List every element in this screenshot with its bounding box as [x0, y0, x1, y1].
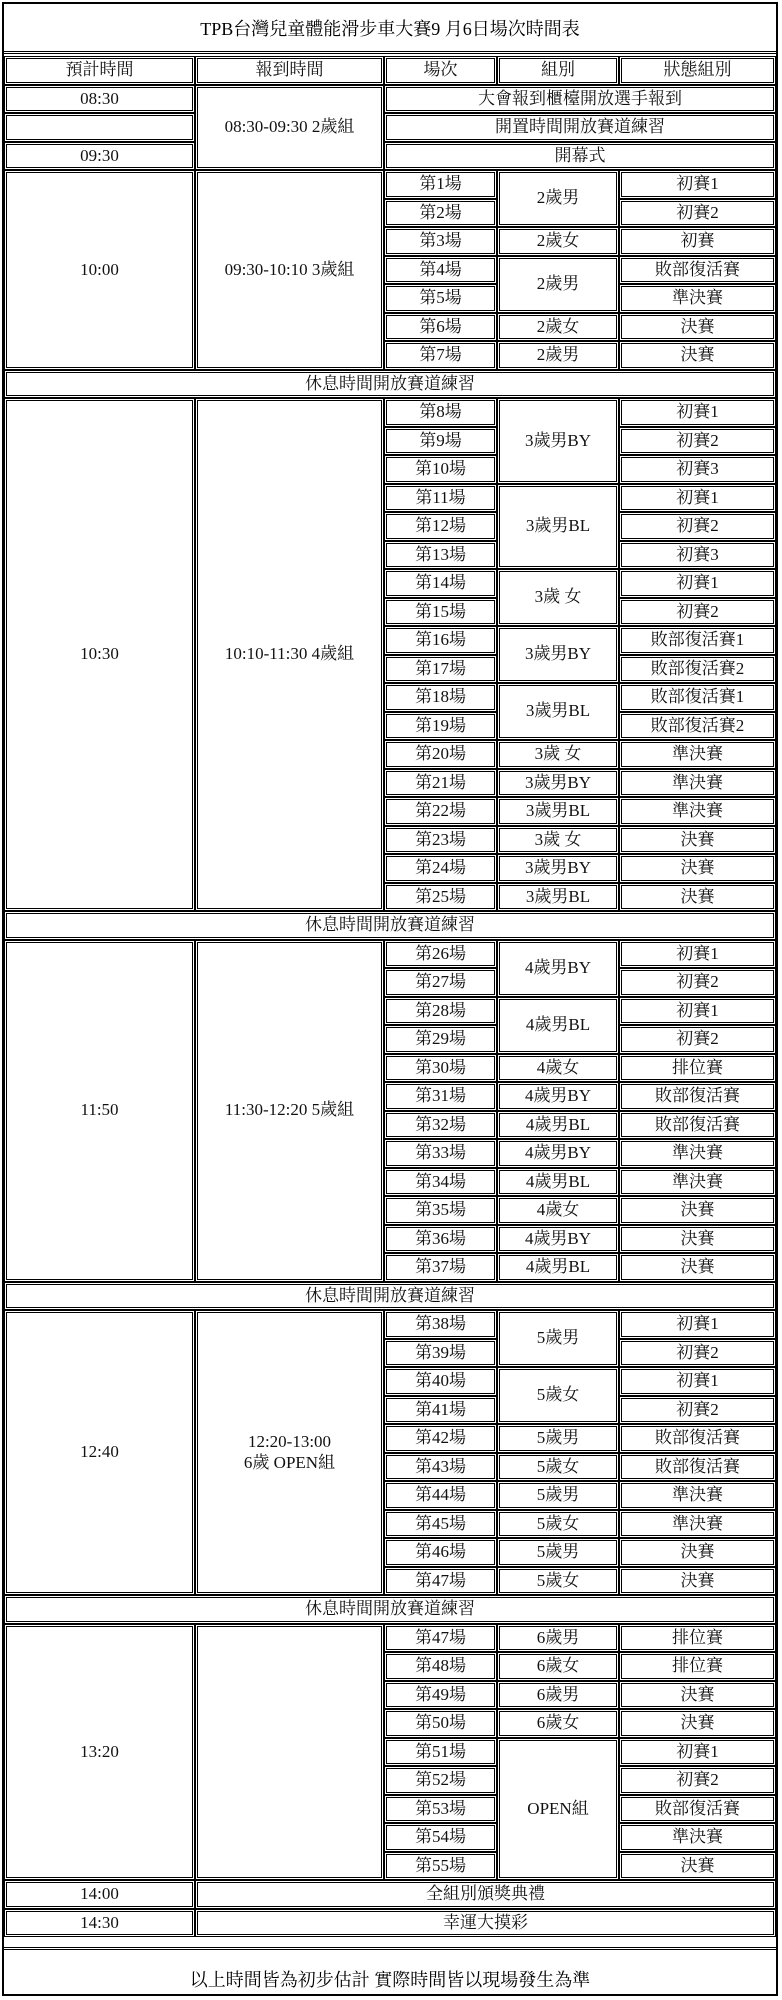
stage-cell: 敗部復活賽 [619, 1111, 776, 1140]
stage-cell: 敗部復活賽1 [619, 626, 776, 655]
stage-cell: 決賽 [619, 1709, 776, 1738]
match-cell: 第5場 [384, 284, 497, 313]
group-cell: 4歲男BY [497, 940, 619, 997]
match-cell: 第37場 [384, 1253, 497, 1282]
est-time-cell: 09:30 [4, 142, 195, 171]
match-cell: 第47場 [384, 1567, 497, 1596]
match-cell: 第39場 [384, 1339, 497, 1368]
match-cell: 第36場 [384, 1225, 497, 1254]
group-cell: 4歲男BY [497, 1082, 619, 1111]
footer-note: 以上時間皆為初步估計 實際時間皆以現場發生為準 [189, 1970, 591, 1990]
group-cell: OPEN組 [497, 1738, 619, 1881]
match-cell: 第28場 [384, 997, 497, 1026]
match-cell: 第52場 [384, 1766, 497, 1795]
header-estimated-time: 預計時間 [4, 56, 195, 85]
break-notice-cell: 休息時間開放賽道練習 [4, 1595, 776, 1624]
group-cell: 2歲男 [497, 341, 619, 370]
match-cell: 第2場 [384, 199, 497, 228]
stage-cell: 排位賽 [619, 1054, 776, 1083]
match-cell: 第25場 [384, 883, 497, 912]
group-cell: 3歲男BL [497, 797, 619, 826]
match-cell: 第38場 [384, 1310, 497, 1339]
break-notice-cell: 休息時間開放賽道練習 [4, 911, 776, 940]
group-cell: 2歲男 [497, 256, 619, 313]
match-cell: 第40場 [384, 1367, 497, 1396]
stage-cell: 決賽 [619, 1225, 776, 1254]
match-cell: 第4場 [384, 256, 497, 285]
stage-cell: 決賽 [619, 826, 776, 855]
stage-cell: 敗部復活賽1 [619, 683, 776, 712]
match-cell: 第12場 [384, 512, 497, 541]
match-cell: 第10場 [384, 455, 497, 484]
group-cell: 3歲 女 [497, 569, 619, 626]
match-cell: 第31場 [384, 1082, 497, 1111]
stage-cell: 決賽 [619, 1852, 776, 1881]
match-cell: 第34場 [384, 1168, 497, 1197]
checkin-time-cell [195, 1624, 384, 1881]
stage-cell: 敗部復活賽 [619, 1424, 776, 1453]
match-cell: 第27場 [384, 968, 497, 997]
stage-cell: 準決賽 [619, 284, 776, 313]
stage-cell: 敗部復活賽2 [619, 712, 776, 741]
break-notice-cell: 休息時間開放賽道練習 [4, 1282, 776, 1311]
group-cell: 3歲男BL [497, 484, 619, 570]
header-checkin-time: 報到時間 [195, 56, 384, 85]
stage-cell: 敗部復活賽 [619, 1795, 776, 1824]
group-cell: 2歲男 [497, 170, 619, 227]
group-cell: 6歲男 [497, 1681, 619, 1710]
group-cell: 3歲男BL [497, 883, 619, 912]
match-cell: 第3場 [384, 227, 497, 256]
match-cell: 第53場 [384, 1795, 497, 1824]
stage-cell: 準決賽 [619, 740, 776, 769]
est-time-cell: 11:50 [4, 940, 195, 1282]
group-cell: 4歲男BL [497, 1253, 619, 1282]
stage-cell: 初賽2 [619, 598, 776, 627]
notice-cell: 開置時間開放賽道練習 [384, 113, 776, 142]
group-cell: 4歲男BL [497, 997, 619, 1054]
match-cell: 第13場 [384, 541, 497, 570]
stage-cell: 初賽2 [619, 1025, 776, 1054]
match-cell: 第24場 [384, 854, 497, 883]
group-cell: 3歲男BY [497, 854, 619, 883]
group-cell: 5歲女 [497, 1367, 619, 1424]
match-cell: 第42場 [384, 1424, 497, 1453]
group-cell: 3歲男BY [497, 769, 619, 798]
match-cell: 第6場 [384, 313, 497, 342]
stage-cell: 初賽2 [619, 1396, 776, 1425]
stage-cell: 初賽2 [619, 1766, 776, 1795]
match-cell: 第49場 [384, 1681, 497, 1710]
match-cell: 第22場 [384, 797, 497, 826]
stage-cell: 敗部復活賽 [619, 1082, 776, 1111]
group-cell: 3歲 女 [497, 740, 619, 769]
match-cell: 第23場 [384, 826, 497, 855]
match-cell: 第48場 [384, 1652, 497, 1681]
match-cell: 第1場 [384, 170, 497, 199]
match-cell: 第41場 [384, 1396, 497, 1425]
stage-cell: 排位賽 [619, 1624, 776, 1653]
checkin-time-cell: 10:10-11:30 4歲組 [195, 398, 384, 911]
stage-cell: 決賽 [619, 341, 776, 370]
stage-cell: 準決賽 [619, 1168, 776, 1197]
stage-cell: 決賽 [619, 313, 776, 342]
match-cell: 第15場 [384, 598, 497, 627]
group-cell: 4歲女 [497, 1054, 619, 1083]
checkin-time-cell: 09:30-10:10 3歲組 [195, 170, 384, 370]
match-cell: 第18場 [384, 683, 497, 712]
stage-cell: 初賽3 [619, 541, 776, 570]
stage-cell: 初賽1 [619, 569, 776, 598]
group-cell: 4歲男BL [497, 1168, 619, 1197]
stage-cell: 初賽2 [619, 512, 776, 541]
match-cell: 第7場 [384, 341, 497, 370]
stage-cell: 準決賽 [619, 1481, 776, 1510]
group-cell: 6歲女 [497, 1652, 619, 1681]
match-cell: 第17場 [384, 655, 497, 684]
match-cell: 第45場 [384, 1510, 497, 1539]
est-time-cell: 08:30 [4, 85, 195, 114]
header-stage: 狀態組別 [619, 56, 776, 85]
group-cell: 2歲女 [497, 227, 619, 256]
group-cell: 6歲女 [497, 1709, 619, 1738]
stage-cell: 準決賽 [619, 1510, 776, 1539]
match-cell: 第51場 [384, 1738, 497, 1767]
match-cell: 第8場 [384, 398, 497, 427]
stage-cell: 初賽1 [619, 1367, 776, 1396]
stage-cell: 初賽1 [619, 484, 776, 513]
match-cell: 第26場 [384, 940, 497, 969]
stage-cell: 決賽 [619, 1253, 776, 1282]
group-cell: 2歲女 [497, 313, 619, 342]
stage-cell: 準決賽 [619, 769, 776, 798]
group-cell: 5歲女 [497, 1567, 619, 1596]
stage-cell: 初賽1 [619, 1310, 776, 1339]
match-cell: 第43場 [384, 1453, 497, 1482]
checkin-time-cell: 08:30-09:30 2歲組 [195, 85, 384, 171]
match-cell: 第16場 [384, 626, 497, 655]
match-cell: 第29場 [384, 1025, 497, 1054]
est-time-cell: 10:30 [4, 398, 195, 911]
notice-cell: 大會報到櫃檯開放選手報到 [384, 85, 776, 114]
stage-cell: 決賽 [619, 1567, 776, 1596]
stage-cell: 初賽1 [619, 1738, 776, 1767]
stage-cell: 準決賽 [619, 797, 776, 826]
footer-band [4, 1947, 776, 1994]
header-group: 組別 [497, 56, 619, 85]
checkin-time-cell: 12:20-13:00 6歲 OPEN組 [195, 1310, 384, 1595]
est-time-cell: 12:40 [4, 1310, 195, 1595]
match-cell: 第30場 [384, 1054, 497, 1083]
match-cell: 第44場 [384, 1481, 497, 1510]
notice-cell: 幸運大摸彩 [195, 1909, 776, 1938]
match-cell: 第11場 [384, 484, 497, 513]
stage-cell: 敗部復活賽 [619, 256, 776, 285]
match-cell: 第47場 [384, 1624, 497, 1653]
est-time-cell [4, 113, 195, 142]
group-cell: 3歲男BL [497, 683, 619, 740]
match-cell: 第50場 [384, 1709, 497, 1738]
group-cell: 4歲女 [497, 1196, 619, 1225]
group-cell: 3歲男BY [497, 398, 619, 484]
match-cell: 第20場 [384, 740, 497, 769]
est-time-cell: 14:30 [4, 1909, 195, 1938]
stage-cell: 初賽2 [619, 1339, 776, 1368]
group-cell: 4歲男BY [497, 1225, 619, 1254]
stage-cell: 初賽2 [619, 427, 776, 456]
stage-cell: 決賽 [619, 1196, 776, 1225]
est-time-cell: 10:00 [4, 170, 195, 370]
match-cell: 第35場 [384, 1196, 497, 1225]
match-cell: 第33場 [384, 1139, 497, 1168]
stage-cell: 決賽 [619, 1538, 776, 1567]
stage-cell: 初賽1 [619, 940, 776, 969]
match-cell: 第55場 [384, 1852, 497, 1881]
stage-cell: 初賽1 [619, 997, 776, 1026]
group-cell: 3歲男BY [497, 626, 619, 683]
stage-cell: 敗部復活賽2 [619, 655, 776, 684]
stage-cell: 初賽2 [619, 199, 776, 228]
stage-cell: 準決賽 [619, 1139, 776, 1168]
stage-cell: 初賽3 [619, 455, 776, 484]
group-cell: 5歲女 [497, 1510, 619, 1539]
match-cell: 第14場 [384, 569, 497, 598]
match-cell: 第19場 [384, 712, 497, 741]
group-cell: 5歲男 [497, 1424, 619, 1453]
stage-cell: 準決賽 [619, 1823, 776, 1852]
checkin-time-cell: 11:30-12:20 5歲組 [195, 940, 384, 1282]
stage-cell: 初賽 [619, 227, 776, 256]
stage-cell: 決賽 [619, 883, 776, 912]
group-cell: 4歲男BL [497, 1111, 619, 1140]
stage-cell: 決賽 [619, 1681, 776, 1710]
match-cell: 第32場 [384, 1111, 497, 1140]
match-cell: 第54場 [384, 1823, 497, 1852]
stage-cell: 決賽 [619, 854, 776, 883]
est-time-cell: 13:20 [4, 1624, 195, 1881]
group-cell: 5歲男 [497, 1481, 619, 1510]
stage-cell: 初賽1 [619, 170, 776, 199]
match-cell: 第46場 [384, 1538, 497, 1567]
notice-cell: 開幕式 [384, 142, 776, 171]
schedule-sheet [2, 2, 778, 1996]
group-cell: 5歲男 [497, 1310, 619, 1367]
match-cell: 第9場 [384, 427, 497, 456]
header-match: 場次 [384, 56, 497, 85]
stage-cell: 初賽2 [619, 968, 776, 997]
schedule-title: TPB台灣兒童體能滑步車大賽9 月6日場次時間表 [4, 4, 776, 54]
stage-cell: 初賽1 [619, 398, 776, 427]
break-notice-cell: 休息時間開放賽道練習 [4, 370, 776, 399]
group-cell: 5歲男 [497, 1538, 619, 1567]
group-cell: 3歲 女 [497, 826, 619, 855]
group-cell: 4歲男BY [497, 1139, 619, 1168]
match-cell: 第21場 [384, 769, 497, 798]
notice-cell: 全組別頒獎典禮 [195, 1880, 776, 1909]
stage-cell: 排位賽 [619, 1652, 776, 1681]
group-cell: 5歲女 [497, 1453, 619, 1482]
stage-cell: 敗部復活賽 [619, 1453, 776, 1482]
group-cell: 6歲男 [497, 1624, 619, 1653]
est-time-cell: 14:00 [4, 1880, 195, 1909]
